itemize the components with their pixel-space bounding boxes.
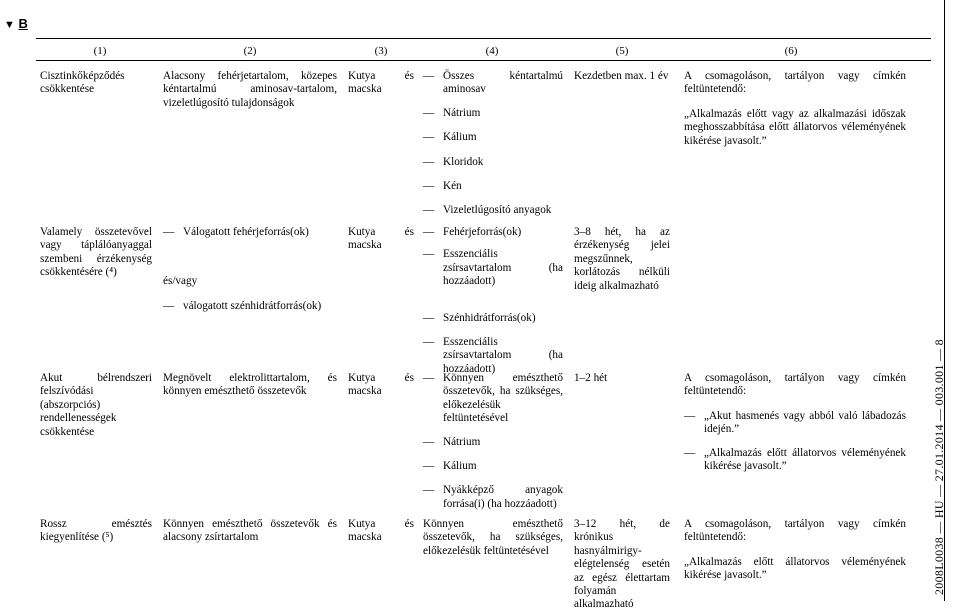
- row4-duration: 3–12 hét, de krónikus hasnyálmirigy-elégtelenség esetén az egész élettartam folyamán alkalmazható: [574, 518, 670, 611]
- column-header-5: (5): [615, 45, 629, 57]
- row4-declarations: Könnyen emészthető összetevők, ha szükséges, előkezelésük feltüntetésével: [423, 518, 563, 557]
- row1-declaration-item: — Kén: [423, 180, 563, 193]
- amendment-marker: [4, 16, 28, 31]
- row1-declaration-item: — Nátrium: [423, 107, 563, 120]
- row2-purpose: Valamely összetevővel vagy táplálóanyaggal szembeni érzékenység csökkentésére (⁴): [40, 226, 152, 279]
- document-reference: 2008L0038 — HU — 27.01.2014 — 003.001 — 8: [932, 339, 946, 595]
- row3-labelling-lead: A csomagoláson, tartályon vagy címkén feltüntetendő:: [684, 372, 906, 398]
- row3-duration: 1–2 hét: [574, 372, 608, 384]
- row3-species: Kutya és macska: [348, 372, 414, 398]
- column-header-3: (3): [374, 45, 388, 57]
- row1-declaration-item: — Kálium: [423, 131, 563, 144]
- row4-species: Kutya és macska: [348, 518, 414, 544]
- row3-declaration-item: — Nyákképző anyagok forrása(i) (ha hozzáadott): [423, 484, 563, 511]
- row4-labelling-item: „Alkalmazás előtt állatorvos véleményének kikérése javasolt.”: [684, 555, 906, 582]
- row2-characteristic-a: — Válogatott fehérjeforrás(ok): [163, 226, 337, 239]
- row2-declaration-item: — Fehérjeforrás(ok): [423, 226, 563, 239]
- column-header-6: (6): [784, 45, 798, 57]
- column-header-4: (4): [485, 45, 499, 57]
- row1-declaration-item: — Vizeletlúgosító anyagok: [423, 204, 563, 217]
- row4-labelling: [684, 518, 906, 583]
- row1-characteristics: Alacsony fehérjetartalom, közepes kéntartalmú aminosav-tartalom, vizeletlúgosító tulajdonságok: [163, 70, 337, 109]
- row3-labelling-item: — „Akut hasmenés vagy abból való lábadozás idején.”: [684, 410, 906, 437]
- row3-declarations: [423, 372, 563, 511]
- row1-labelling-lead: A csomagoláson, tartályon vagy címkén feltüntetendő:: [684, 70, 906, 96]
- amendment-letter: B: [18, 16, 28, 31]
- row2-declaration-item: — Szénhidrátforrás(ok): [423, 312, 563, 325]
- row2-characteristic-b: — válogatott szénhidrátforrás(ok): [163, 300, 337, 313]
- row1-labelling: [684, 70, 906, 148]
- row3-labelling: [684, 372, 906, 473]
- triangle-marker-icon: ▼: [4, 19, 15, 31]
- row3-labelling-item: — „Alkalmazás előtt állatorvos véleményének kikérése javasolt.”: [684, 447, 906, 474]
- row4-purpose: Rossz emésztés kiegyenlítése (⁵): [40, 518, 152, 544]
- row1-species: Kutya és macska: [348, 70, 414, 96]
- row2-declaration-item: — Esszenciális zsírsavtartalom (ha hozzáadott): [423, 248, 563, 288]
- row1-declaration-item: — Összes kéntartalmú aminosav: [423, 70, 563, 97]
- row1-purpose: Cisztinkőképződés csökkentése: [40, 70, 125, 96]
- row4-characteristics: Könnyen emészthető összetevők és alacsony zsírtartalom: [163, 518, 337, 544]
- row4-labelling-lead: A csomagoláson, tartályon vagy címkén feltüntetendő:: [684, 518, 906, 544]
- row1-declaration-item: — Kloridok: [423, 156, 563, 169]
- row1-declarations: [423, 70, 563, 218]
- column-header-2: (2): [243, 45, 257, 57]
- row3-declaration-item: — Nátrium: [423, 436, 563, 449]
- row2-and-or: és/vagy: [163, 275, 198, 288]
- row2-declarations: [423, 226, 563, 376]
- row2-duration: 3–8 hét, ha az érzékenység jelei megszűnnek, korlátozás nélküli ideig alkalmazható: [574, 226, 670, 292]
- row2-species: Kutya és macska: [348, 226, 414, 252]
- row3-declaration-item: — Kálium: [423, 460, 563, 473]
- row3-purpose: Akut bélrendszeri felszívódási (abszorpciós) rendellenességek csökkentése: [40, 372, 152, 438]
- row2-characteristics: [163, 226, 337, 313]
- row1-duration: Kezdetben max. 1 év: [574, 70, 669, 82]
- row3-characteristics: Megnövelt elektrolittartalom, és könnyen emészthető összetevők: [163, 372, 337, 398]
- table-top-rule: [36, 38, 931, 39]
- row3-declaration-item: — Könnyen emészthető összetevők, ha szükséges, előkezelésük feltüntetésével: [423, 372, 563, 426]
- column-header-1: (1): [93, 45, 107, 57]
- row1-labelling-item: „Alkalmazás előtt vagy az alkalmazási időszak meghosszabbítása előtt állatorvos véleményének kikérése javasolt.”: [684, 107, 906, 147]
- row2-declaration-item: — Esszenciális zsírsavtartalom (ha hozzáadott): [423, 336, 563, 376]
- table-header-rule: [36, 60, 931, 61]
